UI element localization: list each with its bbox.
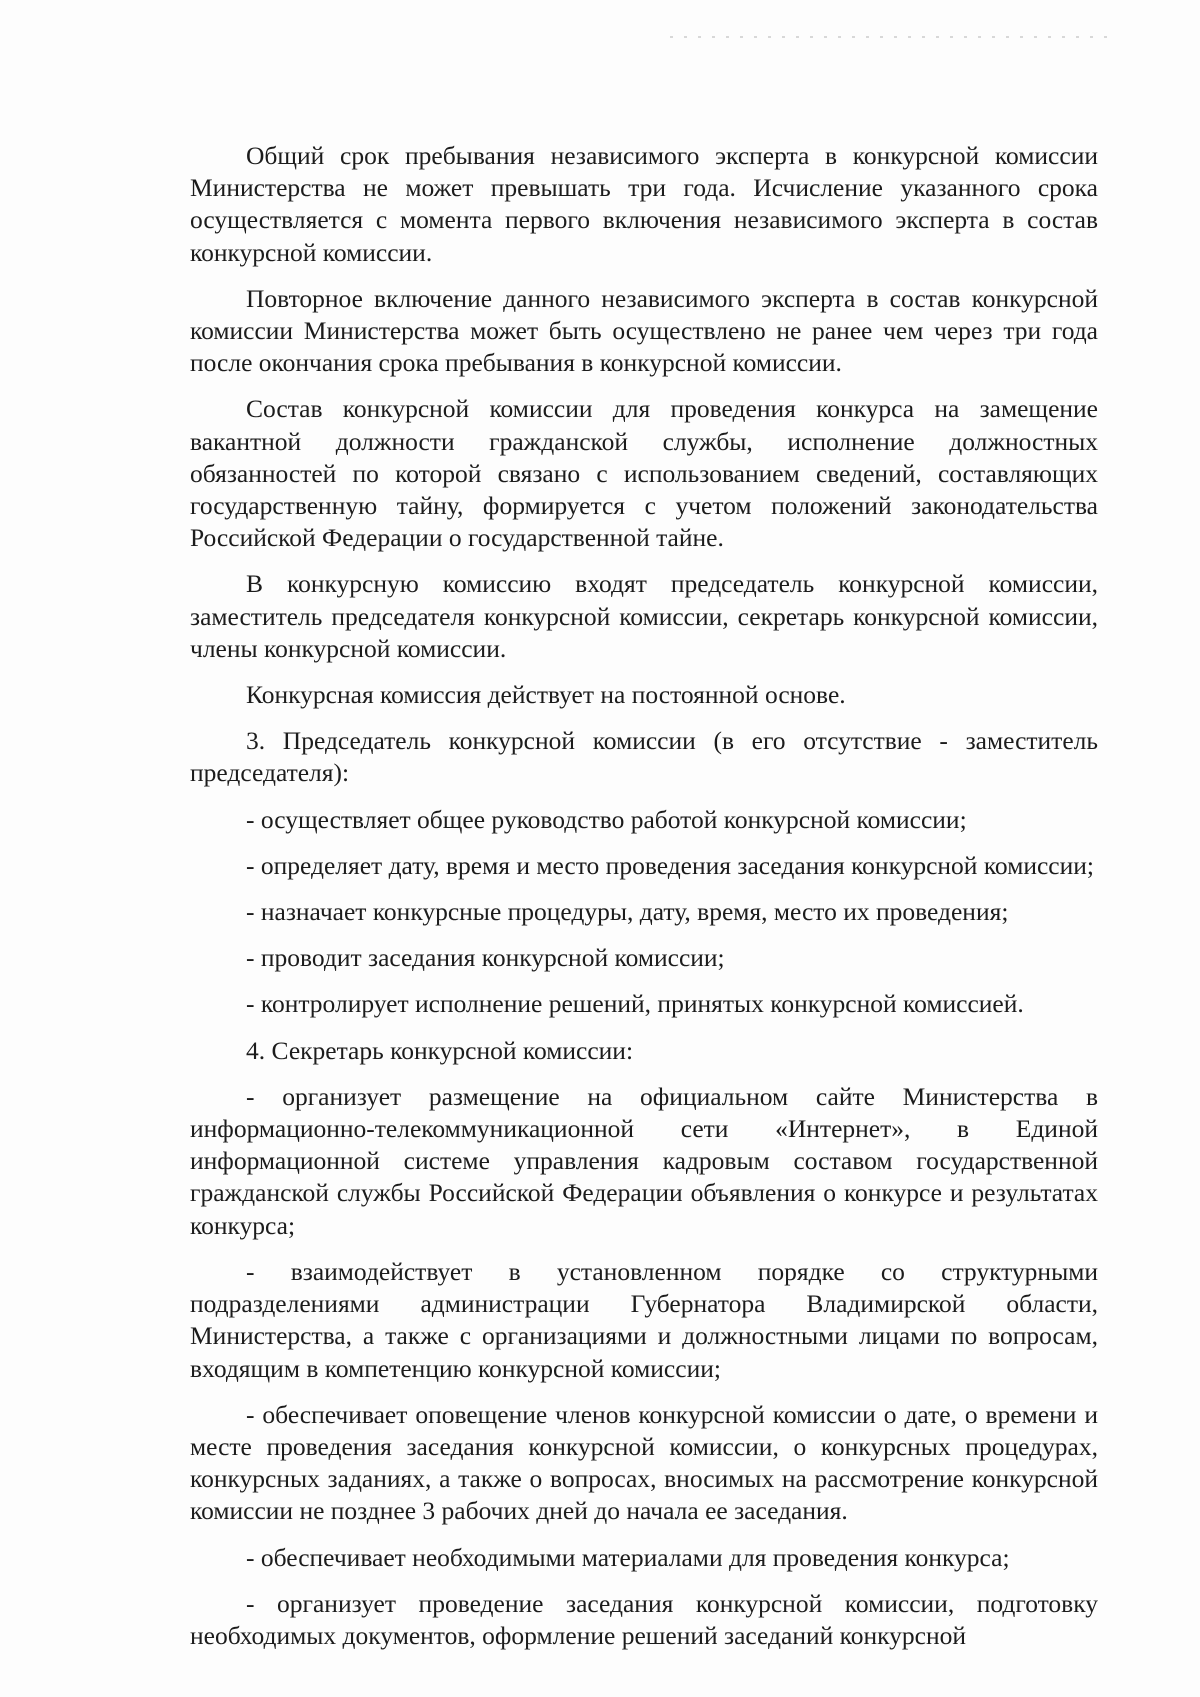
document-body [190,140,1098,1652]
list-item-chairman-procedures: - назначает конкурсные процедуры, дату, время, место их проведения; [246,897,1009,927]
paragraph-expert-term: Общий срок пребывания независимого эксперта в конкурсной комиссии Министерства не может превышать три года. Исчисление указанного срока осуществляется с момента первого включения независимого эксперта в состав конкурсной комиссии. [190,141,1098,267]
list-item-secretary-publish: - организует размещение на официальном сайте Министерства в информационно-телекоммуникационной сети «Интернет», в Единой информационной системе управления кадровым составом государственной гражданской службы Российской Федерации объявления о конкурсе и результатах конкурса; [190,1081,1098,1240]
paragraph-state-secret: Состав конкурсной комиссии для проведения конкурса на замещение вакантной должности гражданской службы, исполнение должностных обязанностей по которой связано с использованием сведений, составляющих государственную тайну, формируется с учетом положений законодательства Российской Федерации о государственной тайне. [190,394,1098,553]
list-item-chairman-date: - определяет дату, время и место проведения заседания конкурсной комиссии; [246,850,1094,880]
scan-artifact-line [670,36,1110,38]
paragraph-permanent-basis: Конкурсная комиссия действует на постоянной основе. [246,680,846,710]
paragraph-chairman-heading: 3. Председатель конкурсной комиссии (в его отсутствие - заместитель председателя): [190,726,1098,788]
list-item-secretary-organize: - организует проведение заседания конкурсной комиссии, подготовку необходимых документов, оформление решений заседаний конкурсной [190,1588,1098,1650]
paragraph-repeat-inclusion: Повторное включение данного независимого эксперта в состав конкурсной комиссии Министерства может быть осуществлено не ранее чем через три года после окончания срока пребывания в конкурсной комиссии. [190,283,1098,378]
list-item-secretary-materials: - обеспечивает необходимыми материалами для проведения конкурса; [246,1542,1010,1572]
list-item-secretary-notify: - обеспечивает оповещение членов конкурсной комиссии о дате, о времени и месте проведения заседания конкурсной комиссии, о конкурсных процедурах, конкурсных заданиях, а также о вопросах, вносимых на рассмотрение конкурсной комиссии не позднее 3 рабочих дней до начала ее заседания. [190,1399,1098,1526]
list-item-chairman-meetings: - проводит заседания конкурсной комиссии; [246,943,725,973]
list-item-chairman-control: - контролирует исполнение решений, принятых конкурсной комиссией. [246,989,1024,1019]
list-item-chairman-general: - осуществляет общее руководство работой конкурсной комиссии; [246,804,967,834]
paragraph-secretary-heading: 4. Секретарь конкурсной комиссии: [246,1035,634,1065]
paragraph-commission-members: В конкурсную комиссию входят председатель конкурсной комиссии, заместитель председателя конкурсной комиссии, секретарь конкурсной комиссии, члены конкурсной комиссии. [190,569,1098,663]
list-item-secretary-interact: - взаимодействует в установленном порядке со структурными подразделениями администрации Губернатора Владимирской области, Министерства, а также с организациями и должностными лицами по вопросам, входящим в компетенцию конкурсной комиссии; [190,1256,1098,1383]
